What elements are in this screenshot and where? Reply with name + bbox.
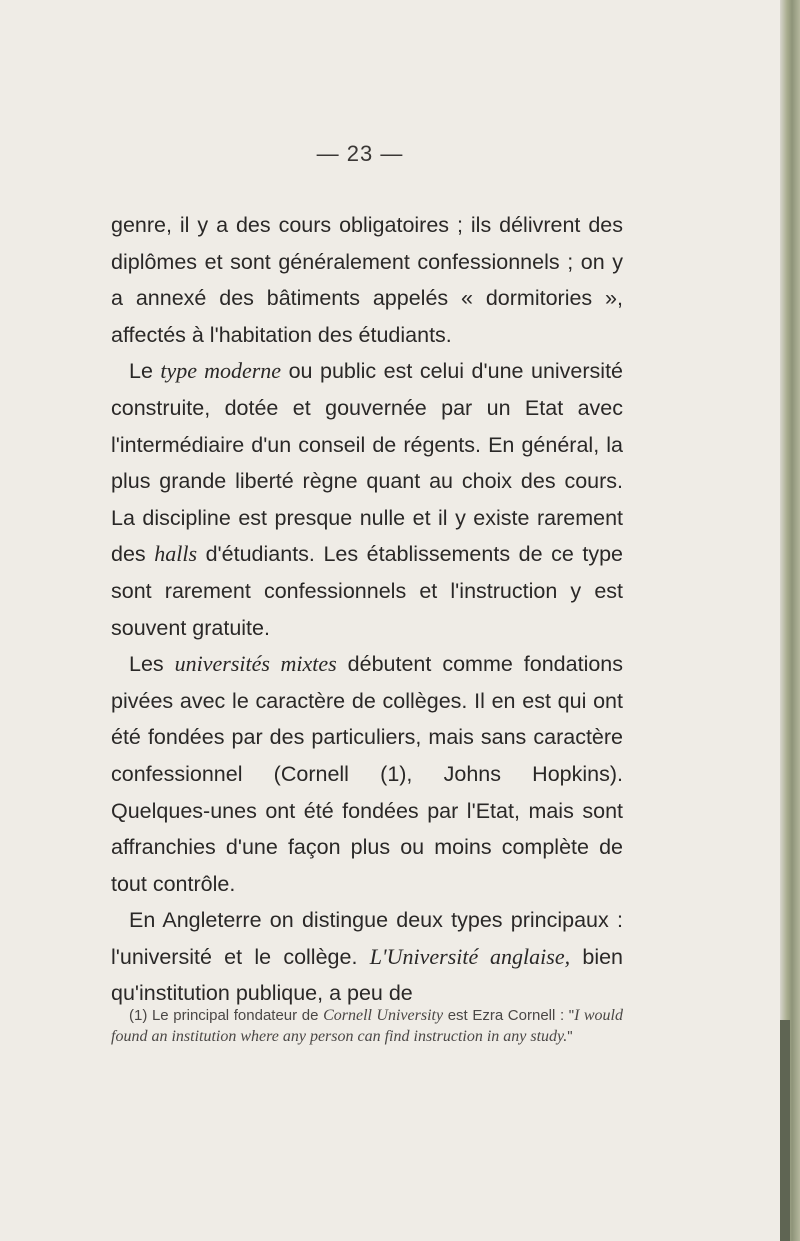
page-number: — 23 — [316, 141, 404, 166]
paragraph-1: genre, il y a des cours obligatoires ; ils délivrent des diplômes et sont généralement confessionnels ; on y a annexé des bâtiments appelés « dormitories », affectés à l'habitation des étudiants. [111, 213, 623, 347]
paragraph-2-text-b: ou public est celui d'une université construite, dotée et gouvernée par un Etat avec l'intermédiaire d'un conseil de régents. En général, la plus grande liberté règne quant au choix des cours. La discipline est presque nulle et il y existe rarement des [111, 359, 624, 567]
paragraph-4-text-a: En Angleterre on distingue deux types principaux : l'université et le collège. [111, 908, 623, 969]
paragraph-4-italic-1: L'Université anglaise, [369, 943, 571, 969]
footnote-text-b: est Ezra Cornell : " [443, 1007, 575, 1024]
paragraph-3-text-a: Les [129, 652, 175, 677]
paragraph-2-italic-2: halls [154, 541, 198, 567]
paragraph-4 [111, 902, 623, 1012]
paragraph-2 [111, 353, 623, 646]
paragraph-3-italic-1: universités mixtes [174, 651, 337, 677]
paragraph-2-text-c: d'étudiants. Les établissements de ce type sont rarement confessionnels et l'instruction y est souvent gratuite. [111, 542, 624, 640]
paragraph-2-italic-1: type moderne [160, 358, 282, 384]
footnote-text-c: " [567, 1028, 573, 1045]
paragraph-3-text-b: débutent comme fondations pivées avec le caractère de collèges. Il en est qui ont été fondées par des particuliers, mais sans caractère confessionnel (Cornell (1), Johns Hopkins). Quelques-unes ont été fondées par l'Etat, mais sont affranchies d'une façon plus ou moins complète de tout contrôle. [111, 652, 624, 896]
paragraph-4-text-b: bien qu'institution publique, a peu de [111, 944, 624, 1006]
paragraph-3 [111, 646, 623, 902]
footnote [111, 1005, 623, 1047]
body-text [111, 207, 623, 1012]
footnote-text-a: (1) Le principal fondateur de [129, 1007, 324, 1024]
page-edge [780, 0, 800, 1241]
footnote-italic-2: I would found an institution where any person can find instruction in any study. [111, 1007, 623, 1045]
paragraph-2-text-a: Le [129, 359, 161, 384]
footnote-italic-1: Cornell University [323, 1007, 444, 1024]
page-edge-shadow [780, 1020, 790, 1241]
